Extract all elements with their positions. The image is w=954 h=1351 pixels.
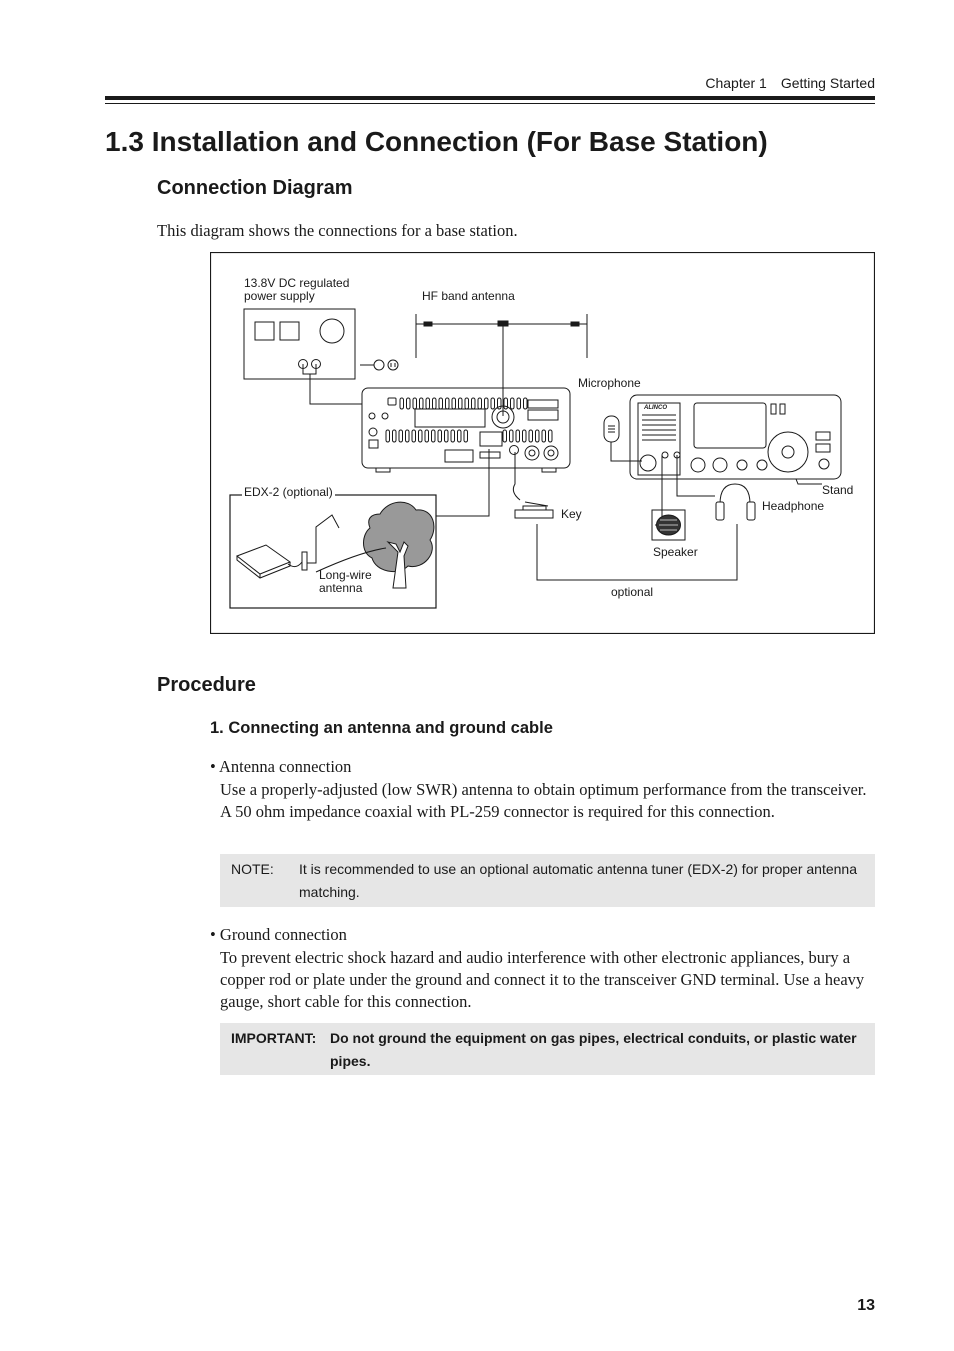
header-rule-thick (105, 96, 875, 100)
connection-diagram-intro: This diagram shows the connections for a base station. (157, 221, 518, 240)
vent-slot (491, 398, 495, 409)
key-icon (513, 452, 553, 518)
transceiver-rear-icon (362, 388, 570, 472)
vent-slot (446, 398, 450, 409)
important-label: IMPORTANT: (231, 1030, 317, 1046)
note-text: It is recommended to use an optional automatic antenna tuner (EDX-2) for proper antenna matching. (299, 861, 857, 900)
vent-slot (459, 398, 463, 409)
vent-slot (458, 430, 462, 442)
header-rule-thin (105, 103, 875, 104)
vent-slot (472, 398, 476, 409)
vent-slot (536, 430, 540, 442)
ground-connection-title: • Ground connection (210, 925, 347, 944)
key-label: Key (561, 507, 582, 521)
vent-slot (465, 398, 469, 409)
running-header (705, 75, 875, 91)
antenna-connection-title: • Antenna connection (210, 757, 352, 776)
vent-slot (399, 430, 403, 442)
vent-slot (549, 430, 553, 442)
vent-slot (412, 430, 416, 442)
vent-slot (413, 398, 417, 409)
microphone-label: Microphone (578, 376, 641, 390)
vent-slot (516, 430, 520, 442)
optional-label: optional (611, 585, 654, 599)
vent-slot (504, 398, 508, 409)
vent-slot (510, 430, 514, 442)
headphone-label: Headphone (762, 499, 825, 513)
long-wire-antenna-label: Long-wire antenna (319, 568, 372, 595)
vent-slot (406, 430, 410, 442)
vent-slot (452, 398, 456, 409)
section-title: 1.3 Installation and Connection (For Base Station) (105, 126, 768, 157)
vent-slot (419, 430, 423, 442)
connection-diagram-heading: Connection Diagram (157, 177, 353, 199)
connection-diagram-drawing (210, 252, 875, 634)
stand-label: Stand (822, 483, 854, 497)
vent-slot (438, 430, 442, 442)
vent-slot (445, 430, 449, 442)
hf-antenna-label: HF band antenna (422, 289, 515, 303)
vent-slot (407, 398, 411, 409)
vent-slot (523, 430, 527, 442)
vent-slot (439, 398, 443, 409)
speaker-icon (652, 510, 685, 540)
note-label: NOTE: (231, 861, 274, 877)
chapter-title: Getting Started (780, 75, 875, 91)
vent-slot (503, 430, 507, 442)
note-box (220, 854, 875, 907)
vent-slot (542, 430, 546, 442)
power-supply-icon (244, 309, 355, 379)
microphone-icon (604, 416, 642, 461)
vent-slot (425, 430, 429, 442)
important-box (220, 1023, 875, 1075)
connection-diagram (210, 252, 875, 634)
brand-logo: ALINCO (644, 405, 667, 411)
vent-slot (511, 398, 515, 409)
vent-slot (517, 398, 521, 409)
vent-slot (524, 398, 528, 409)
procedure-heading: Procedure (157, 674, 256, 696)
vent-slot (485, 398, 489, 409)
headphone-icon (716, 484, 755, 520)
vent-slot (426, 398, 430, 409)
vent-slot (393, 430, 397, 442)
antenna-connection-body: Use a properly-adjusted (low SWR) antenna to obtain optimum performance from the transceiver. A 50 ohm impedance coaxial with PL-259 connector is required for this connection. (220, 780, 867, 821)
vent-slot (432, 430, 436, 442)
vent-slot (478, 398, 482, 409)
vent-slot (400, 398, 404, 409)
edx2-label: EDX-2 (optional) (244, 485, 333, 499)
vent-slot (451, 430, 455, 442)
ground-connection-body: To prevent electric shock hazard and audio interference with other electronic appliances, bury a copper rod or plate under the ground and connect it to the transceiver GND terminal. Use a heavy gauge, short cable for this connection. (220, 948, 865, 1011)
vent-slot (386, 430, 390, 442)
power-supply-label: 13.8V DC regulated power supply (244, 276, 350, 303)
chapter-number: Chapter 1 (705, 75, 767, 91)
vent-slot (420, 398, 424, 409)
vent-slot (529, 430, 533, 442)
speaker-label: Speaker (653, 545, 698, 559)
ground-terminal-icon (360, 360, 398, 370)
vent-slot (433, 398, 437, 409)
page-number: 13 (857, 1297, 875, 1314)
vent-slot (464, 430, 468, 442)
step1-heading: 1. Connecting an antenna and ground cable (210, 719, 553, 737)
important-text: Do not ground the equipment on gas pipes, electrical conduits, or plastic water pipes. (330, 1030, 857, 1069)
